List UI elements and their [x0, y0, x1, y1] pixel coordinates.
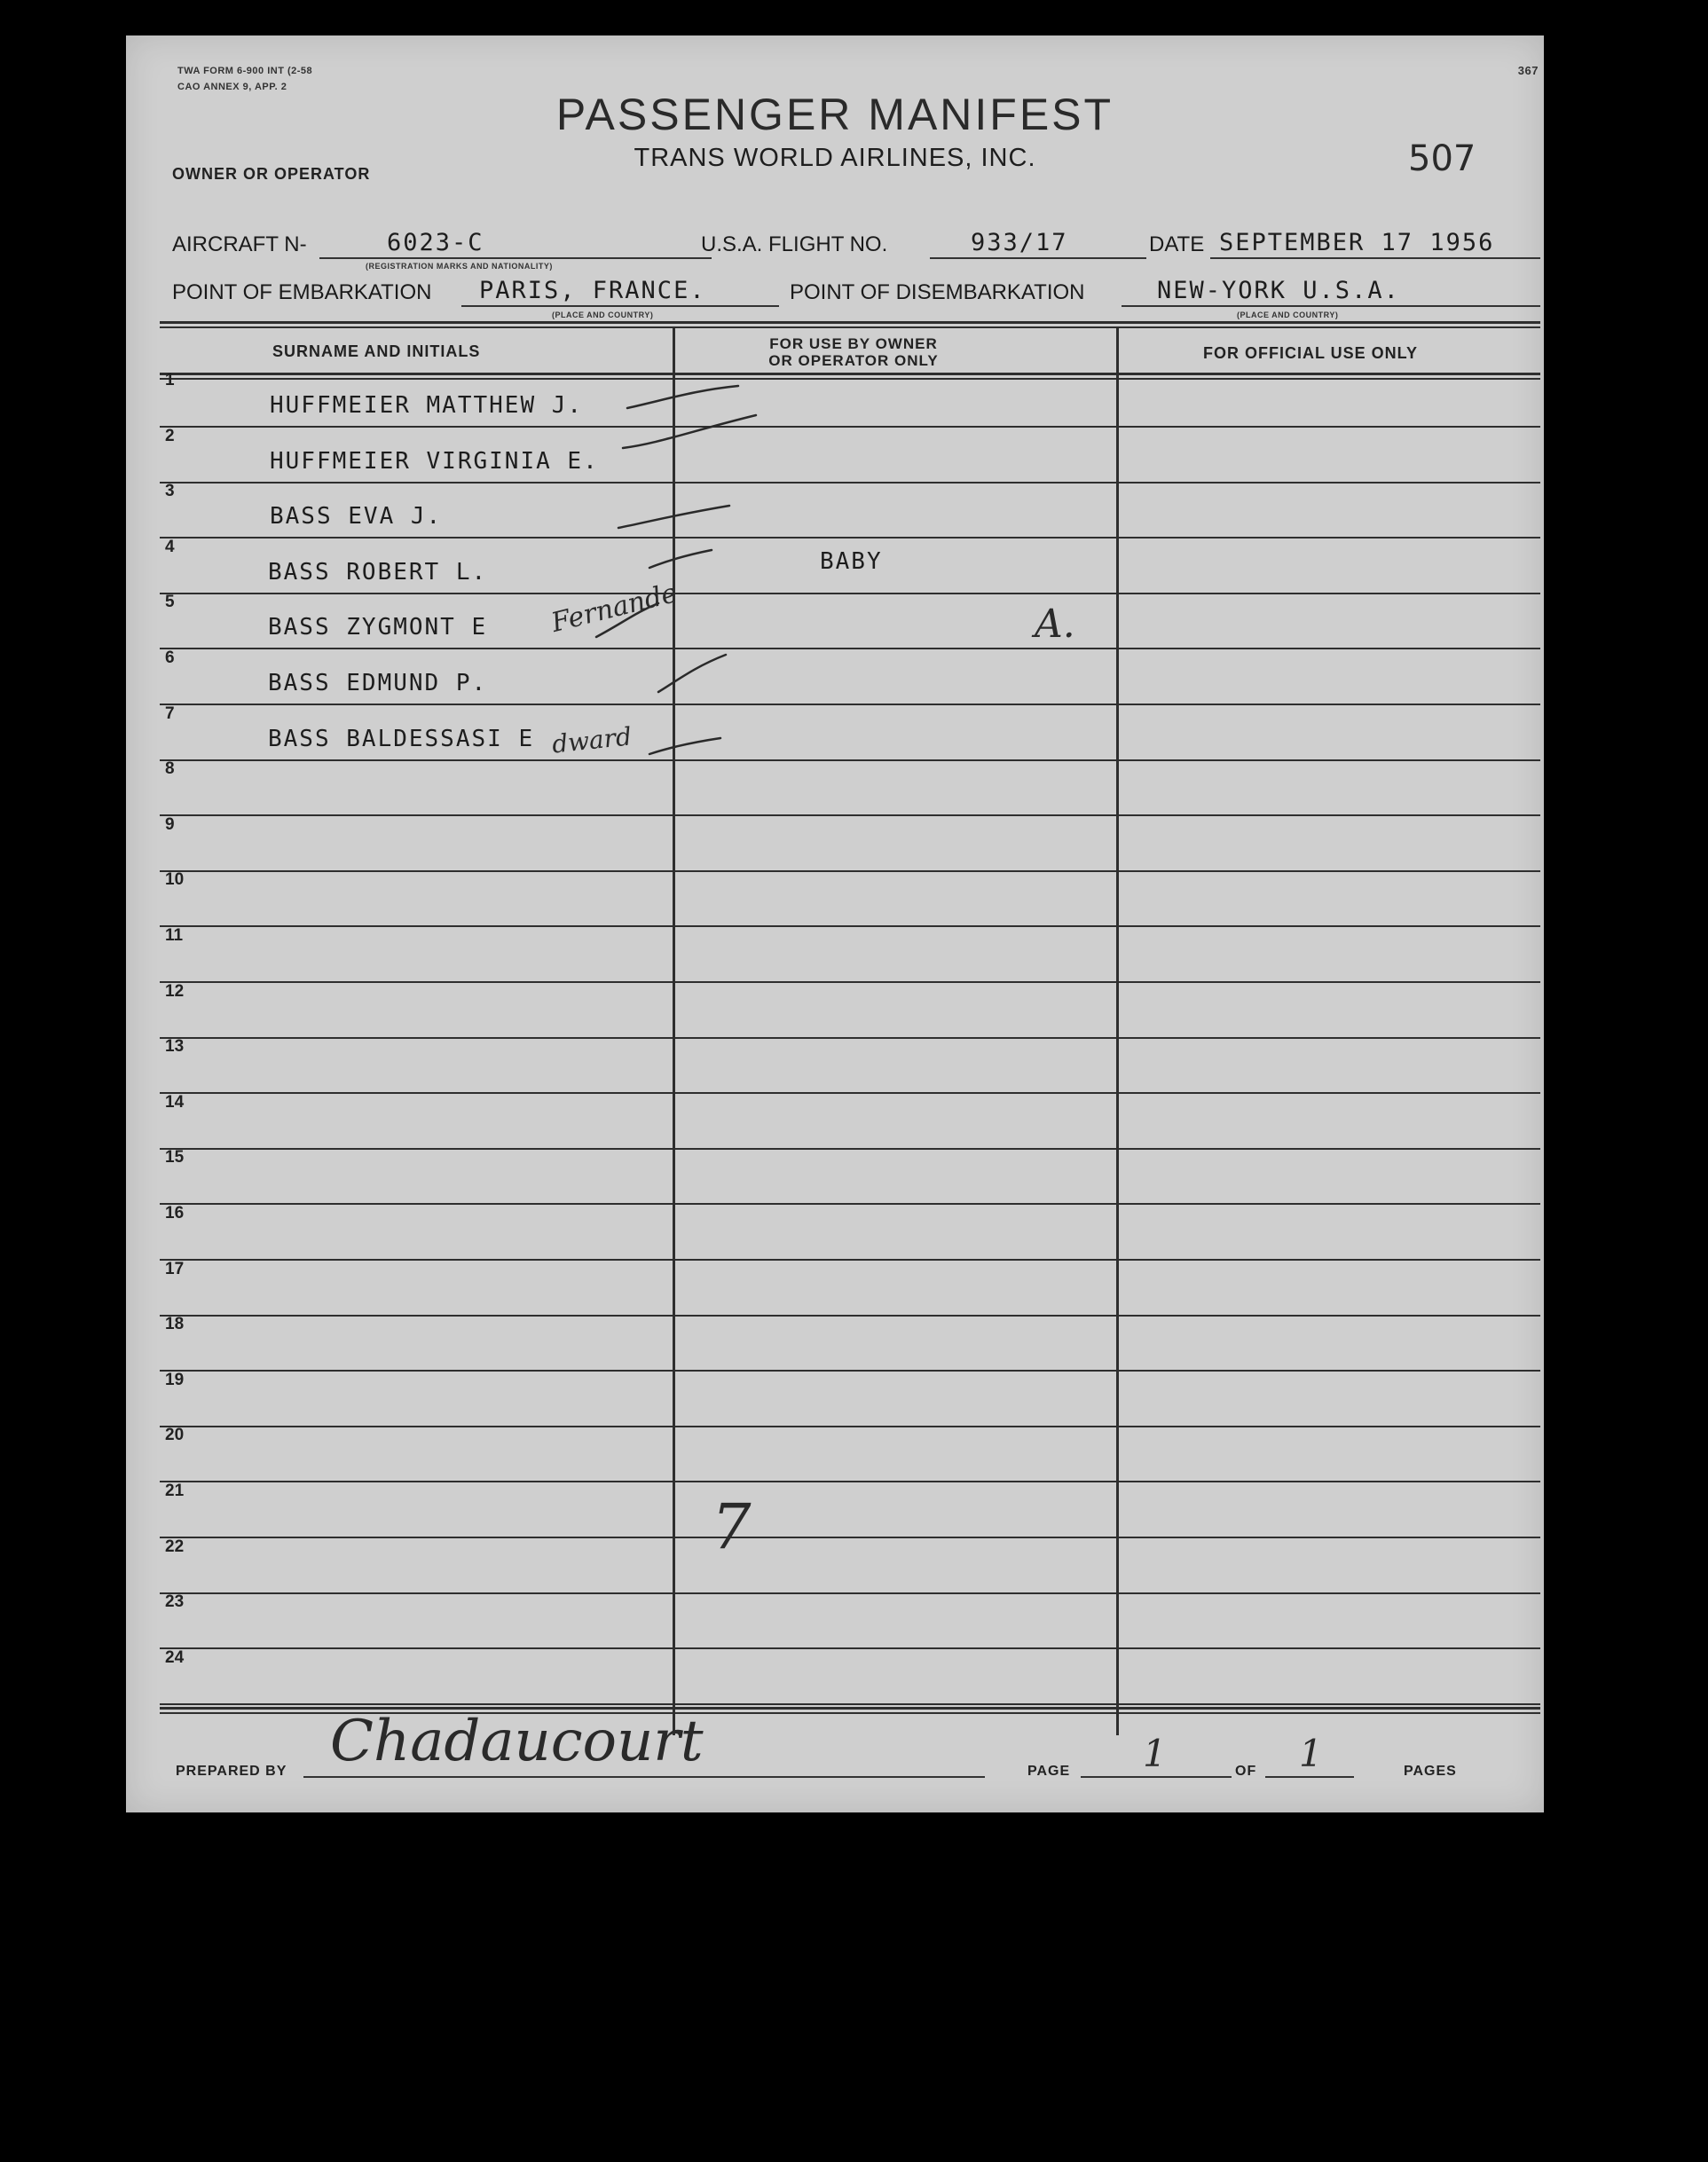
row-number: 10	[165, 870, 185, 890]
passenger-name: BASS EDMUND P.	[268, 670, 488, 696]
row-number: 12	[165, 981, 185, 1001]
of-field	[1265, 1732, 1354, 1778]
page-field	[1081, 1732, 1232, 1778]
column-header-surname: SURNAME AND INITIALS	[272, 342, 481, 360]
row-number: 14	[165, 1092, 185, 1112]
row-number: 1	[165, 371, 175, 389]
tick-mark-row1	[627, 386, 738, 408]
passenger-name: BASS BALDESSASI E	[268, 725, 535, 752]
handwritten-row5-annotation: Fernande	[547, 578, 681, 639]
row-number: 9	[165, 814, 175, 834]
column-header-owner-line2: OR OPERATOR ONLY	[768, 352, 939, 369]
row-number: 5	[165, 593, 175, 612]
passenger-name: BASS ZYGMONT E	[268, 614, 488, 641]
tick-mark-row4	[649, 550, 712, 568]
tick-mark-row7	[649, 738, 720, 754]
date-value: SEPTEMBER 17 1956	[1219, 229, 1495, 256]
disembarkation-label: POINT OF DISEMBARKATION	[790, 280, 1085, 304]
embarkation-label: POINT OF EMBARKATION	[172, 280, 432, 304]
prepared-by-label: PREPARED BY	[176, 1764, 287, 1779]
row-number: 22	[165, 1537, 185, 1556]
passenger-name: BASS ROBERT L.	[268, 558, 488, 586]
row-number: 11	[165, 926, 184, 945]
aircraft-value: 6023-C	[387, 229, 484, 256]
flight-label: U.S.A. FLIGHT NO.	[701, 232, 888, 256]
passenger-name: BASS EVA J.	[270, 503, 443, 531]
disembarkation-caption: (PLACE AND COUNTRY)	[1237, 311, 1339, 319]
row-number: 24	[165, 1647, 185, 1667]
embarkation-value: PARIS, FRANCE.	[479, 277, 706, 304]
pages-label: PAGES	[1404, 1764, 1457, 1779]
date-label: DATE	[1149, 232, 1205, 256]
tick-mark-row3	[618, 506, 729, 528]
page-label: PAGE	[1027, 1764, 1071, 1779]
passenger-name: HUFFMEIER VIRGINIA E.	[270, 447, 599, 475]
handwritten-row7-annotation: dward	[550, 721, 634, 759]
row-number: 6	[165, 649, 175, 667]
form-reference-line2: CAO ANNEX 9, APP. 2	[177, 82, 287, 92]
prepared-by-signature: Chadaucourt	[330, 1709, 704, 1774]
of-label: OF	[1235, 1764, 1257, 1779]
prepared-by-field	[303, 1709, 985, 1778]
flight-value: 933/17	[971, 229, 1068, 256]
manifest-sheet	[126, 35, 1544, 1812]
manifest-number: 507	[1408, 138, 1476, 179]
disembarkation-value: NEW-YORK U.S.A.	[1157, 277, 1400, 304]
column-header-owner-line1: FOR USE BY OWNER	[769, 335, 938, 352]
tick-mark-row1b	[623, 415, 756, 448]
row-number: 23	[165, 1592, 185, 1612]
embarkation-caption: (PLACE AND COUNTRY)	[552, 311, 654, 319]
row-number: 4	[165, 537, 175, 556]
row-number: 3	[165, 482, 175, 501]
column-header-official: FOR OFFICIAL USE ONLY	[1203, 344, 1419, 362]
owner-operator-label: OWNER OR OPERATOR	[172, 165, 371, 183]
row-number: 21	[165, 1482, 185, 1500]
row-number: 8	[165, 759, 175, 779]
handwritten-total: 7	[712, 1490, 752, 1563]
row-number: 19	[165, 1370, 185, 1389]
row-number: 18	[165, 1315, 185, 1334]
row-number: 13	[165, 1037, 185, 1057]
row-number: 20	[165, 1426, 185, 1445]
aircraft-label: AIRCRAFT N-	[172, 232, 307, 256]
row-number: 2	[165, 426, 175, 445]
page-value: 1	[1143, 1732, 1167, 1775]
row-number: 16	[165, 1204, 185, 1223]
aircraft-caption: (REGISTRATION MARKS AND NATIONALITY)	[366, 262, 553, 271]
page-title: PASSENGER MANIFEST	[555, 90, 1114, 139]
handwritten-official-mark: A.	[1035, 601, 1075, 647]
owner-note: BABY	[820, 547, 883, 575]
handwriting-layer	[126, 35, 1544, 1812]
row-number: 15	[165, 1148, 185, 1167]
tick-mark-row6	[658, 655, 726, 692]
row-number: 7	[165, 704, 175, 723]
passenger-name: HUFFMEIER MATTHEW J.	[270, 392, 584, 419]
airline-name: TRANS WORLD AIRLINES, INC.	[634, 144, 1036, 172]
page-stamp: 367	[1517, 64, 1539, 77]
form-reference-line1: TWA FORM 6-900 INT (2-58	[177, 66, 313, 76]
row-number: 17	[165, 1259, 185, 1278]
of-value: 1	[1299, 1732, 1323, 1775]
tick-marks	[596, 386, 756, 754]
